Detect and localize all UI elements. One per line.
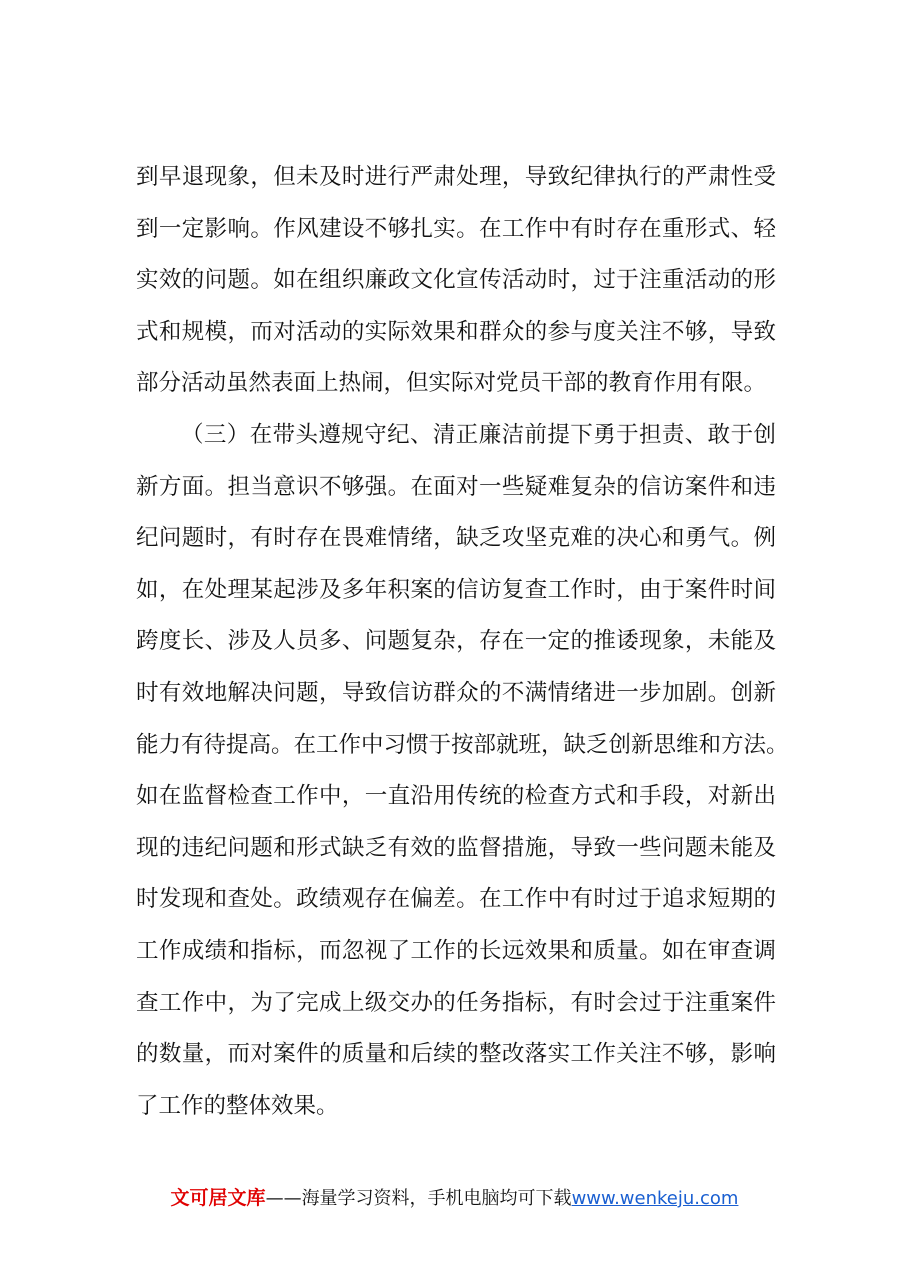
brand-name: 文可居文库 xyxy=(170,1187,266,1209)
footer-banner xyxy=(0,1183,909,1210)
text-line: 查工作中，为了完成上级交办的任务指标，有时会过于注重案件 xyxy=(136,989,776,1016)
text-line: 式和规模，而对活动的实际效果和群众的参与度关注不够，导致 xyxy=(136,318,776,345)
text-line: 时发现和查处。政绩观存在偏差。在工作中有时过于追求短期的 xyxy=(136,886,776,913)
text-line: 现的违纪问题和形式缺乏有效的监督措施，导致一些问题未能及 xyxy=(136,834,776,861)
document-body xyxy=(136,152,789,1132)
website-link[interactable]: www.wenkeju.com xyxy=(571,1188,739,1209)
text-line: 的数量，而对案件的质量和后续的整改落实工作关注不够，影响 xyxy=(136,1041,776,1068)
text-line: 时有效地解决问题，导致信访群众的不满情绪进一步加剧。创新 xyxy=(136,679,776,706)
text-line: 到一定影响。作风建设不够扎实。在工作中有时存在重形式、轻 xyxy=(136,215,776,242)
text-line: 实效的问题。如在组织廉政文化宣传活动时，过于注重活动的形 xyxy=(136,267,776,294)
text-line: 到早退现象，但未及时进行严肃处理，导致纪律执行的严肃性受 xyxy=(136,164,776,190)
text-line: 如，在处理某起涉及多年积案的信访复查工作时，由于案件时间 xyxy=(136,576,776,603)
text-line: 能力有待提高。在工作中习惯于按部就班，缺乏创新思维和方法。 xyxy=(136,731,789,758)
footer-tagline: ——海量学习资料，手机电脑均可下载 xyxy=(265,1188,572,1209)
text-line: 了工作的整体效果。 xyxy=(136,1092,339,1119)
section-heading-line: （三）在带头遵规守纪、清正廉洁前提下勇于担责、敢于创 xyxy=(181,421,776,448)
text-line: 新方面。担当意识不够强。在面对一些疑难复杂的信访案件和违 xyxy=(136,473,776,500)
text-line: 如在监督检查工作中，一直沿用传统的检查方式和手段，对新出 xyxy=(136,783,776,810)
text-line: 纪问题时，有时存在畏难情绪，缺乏攻坚克难的决心和勇气。例 xyxy=(136,525,776,552)
text-line: 跨度长、涉及人员多、问题复杂，存在一定的推诿现象，未能及 xyxy=(136,628,776,655)
text-line: 工作成绩和指标，而忽视了工作的长远效果和质量。如在审查调 xyxy=(136,937,776,964)
text-line: 部分活动虽然表面上热闹，但实际对党员干部的教育作用有限。 xyxy=(136,370,767,397)
